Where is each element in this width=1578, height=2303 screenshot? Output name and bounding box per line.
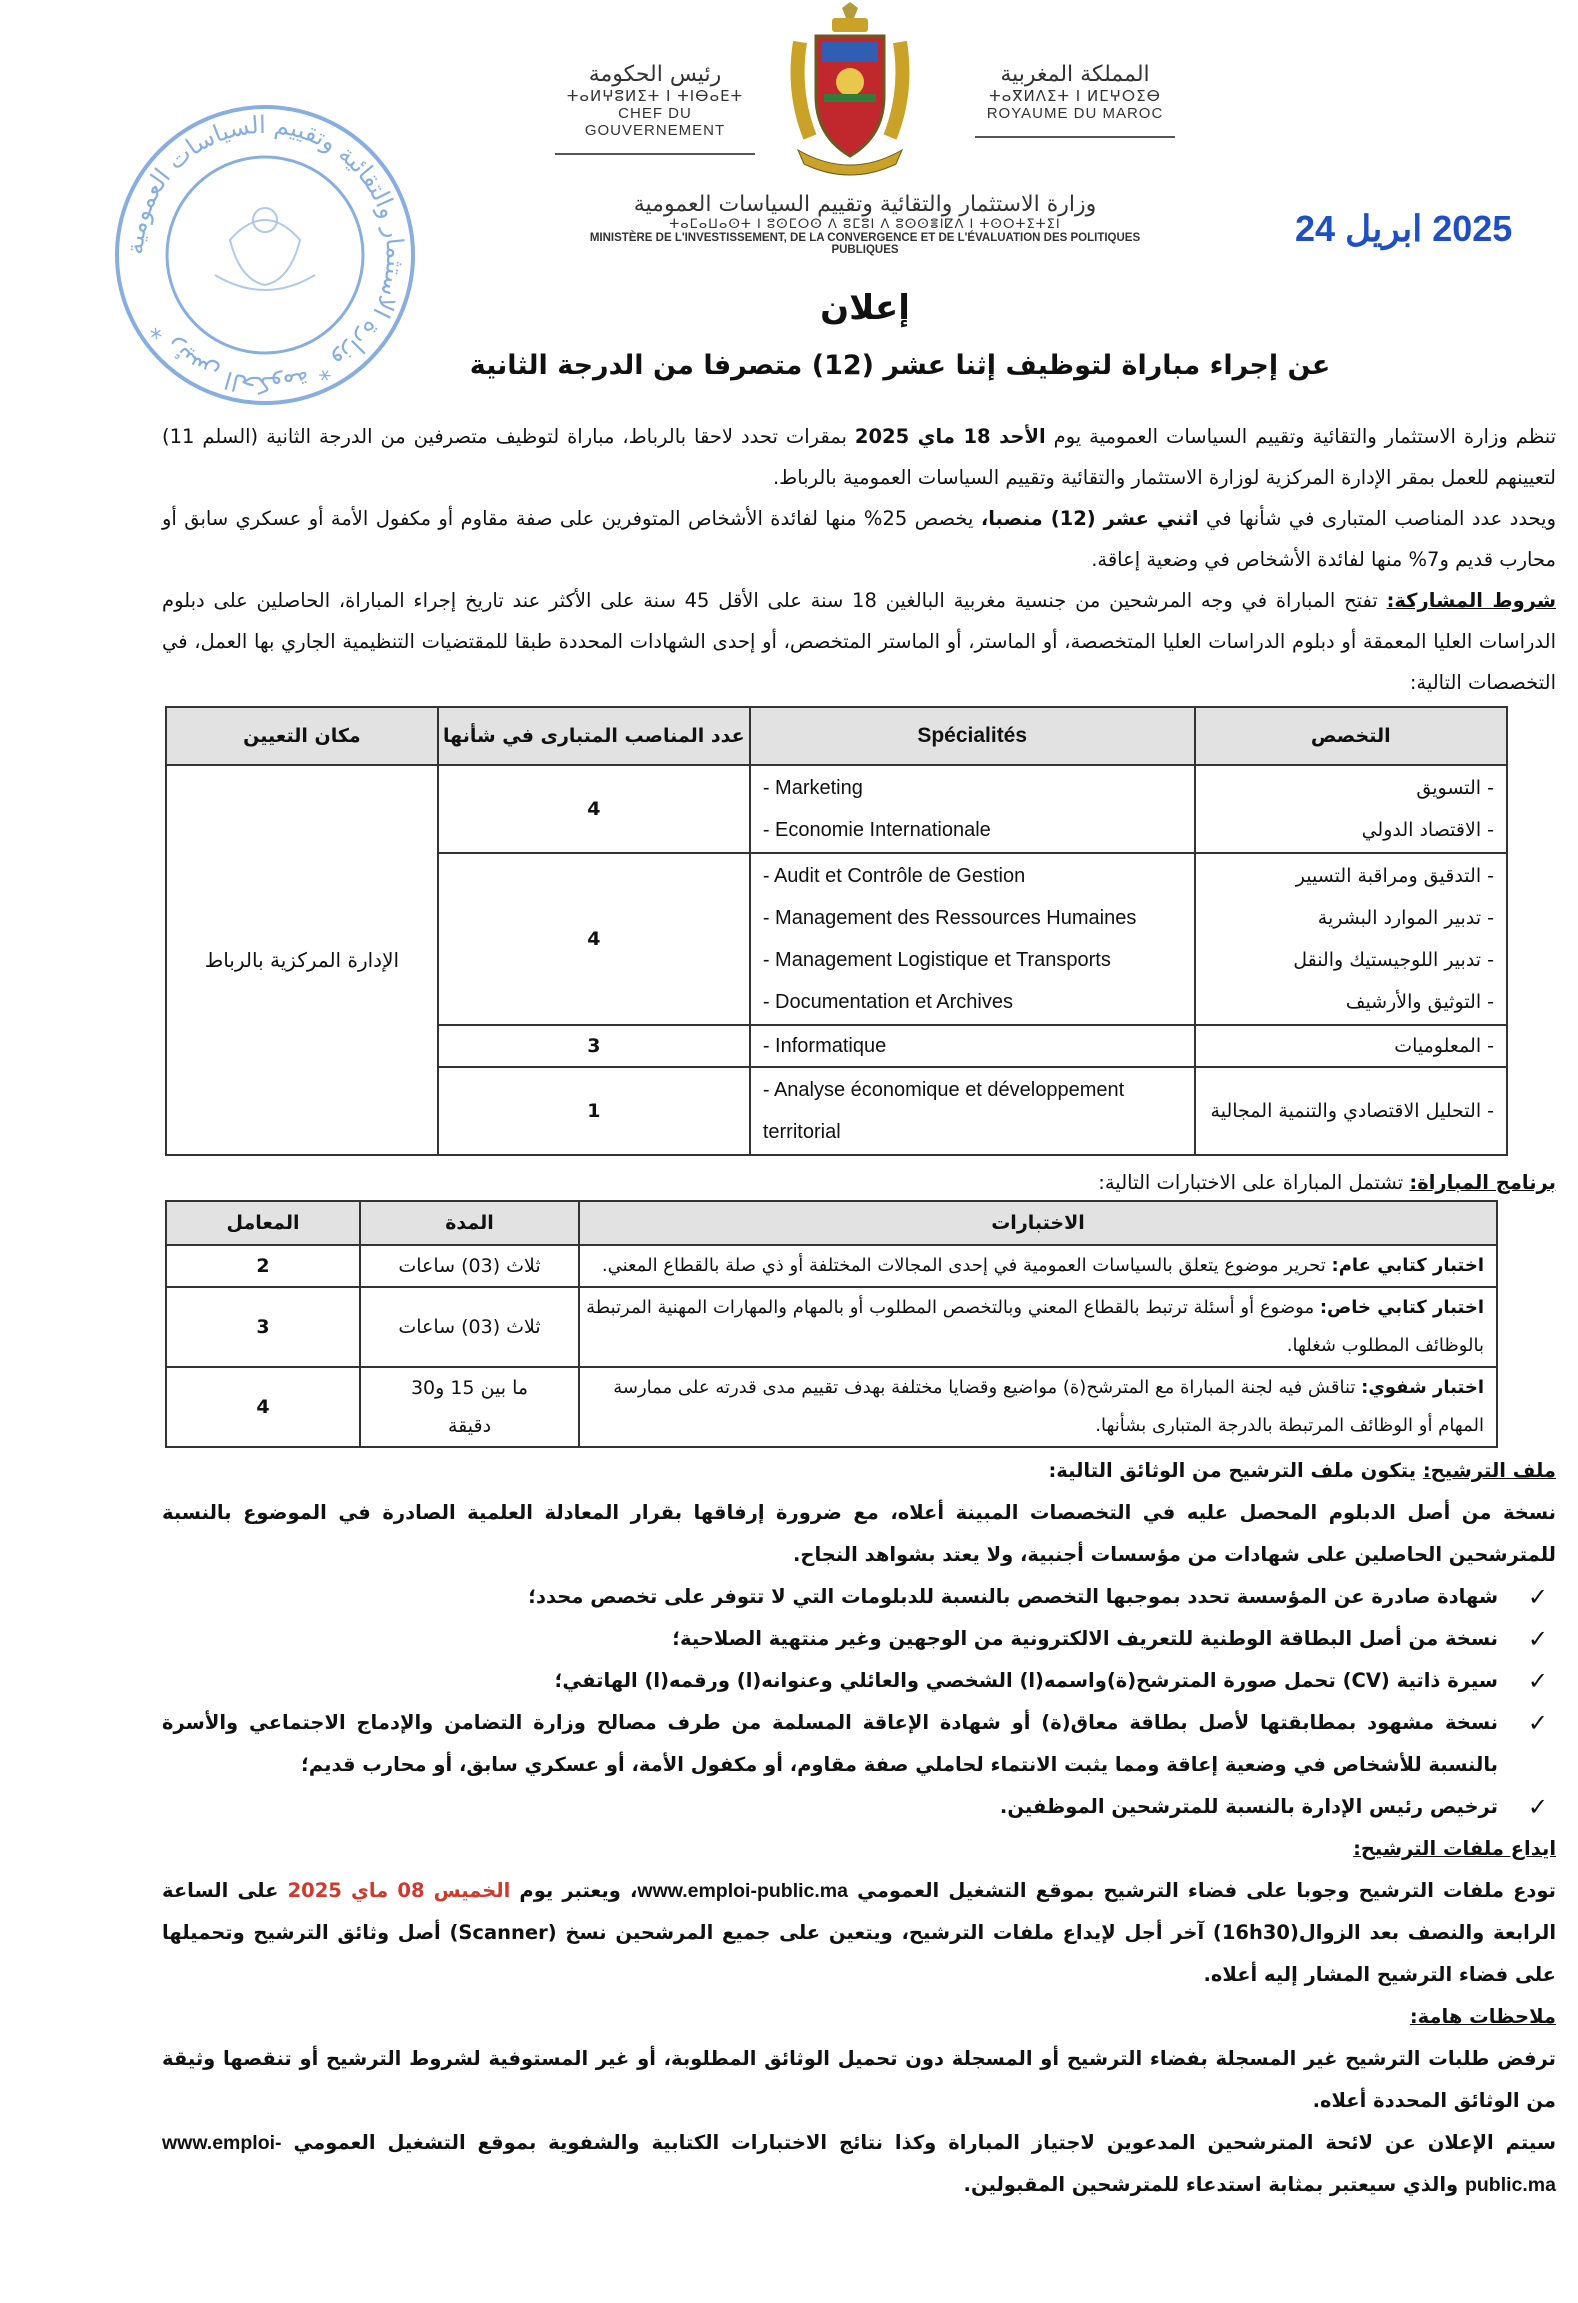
- list-item: ✓ نسخة مشهود بمطابقتها لأصل بطاقة معاق(ة) أو شهادة الإعاقة المسلمة من طرف مصالح وزارة التضامن والإدماج الاجتماعي والأسرة بالنسبة للأشخاص في وضعية إعاقة ومما يثبت الانتماء لحاملي صفة مقاوم، أو مكفول الأمة، أو عسكري سابق، أو محارب قديم؛: [162, 1702, 1556, 1786]
- royaume-fr: ROYAUME DU MAROC: [986, 105, 1164, 122]
- dossier-label: ملف الترشيح:: [1422, 1459, 1556, 1482]
- chef-gouvernement-tifinagh: ⵜⴰⵍⵖⵓⵍⵉⵜ ⵏ ⵜⵏⴱⴰⴹⵜ: [566, 87, 744, 105]
- table-row: اختبار كتابي عام: تحرير موضوع يتعلق بالسياسات العمومية في إحدى المجالات المختلفة أو ذي صلة بالقطاع المعني. ثلاث (03) ساعات 2: [166, 1245, 1497, 1287]
- check-icon: ✓: [1527, 1793, 1548, 1821]
- check-icon: ✓: [1527, 1667, 1548, 1695]
- page-title: إعلان: [820, 288, 910, 328]
- program-heading: برنامج المباراة: تشتمل المباراة على الاختبارات التالية:: [1098, 1171, 1556, 1194]
- list-item: ✓ نسخة من أصل البطاقة الوطنية للتعريف الالكترونية من الوجهين وغير منتهية الصلاحية؛: [162, 1618, 1556, 1660]
- intro-section: [162, 416, 1556, 703]
- exams-table: [165, 1200, 1498, 1448]
- divider: [555, 153, 755, 155]
- table-row: - التدقيق ومراقبة التسيير - تدبير الموارد البشرية - تدبير اللوجيستيك والنقل - التوثيق والأرشيف - Audit et Contrôle de Gestion - Management des Ressources Humaines - Management Logistique et Transports - Documentation et Archives 4: [166, 853, 1507, 1025]
- header-chef-gouvernement: [555, 62, 755, 155]
- ministry-fr: MINISTÈRE DE L'INVESTISSEMENT, DE LA CONVERGENCE ET DE L'ÉVALUATION DES POLITIQUES PUBLIQUES: [589, 232, 1141, 256]
- intro-paragraph-1: تنظم وزارة الاستثمار والتقائية وتقييم السياسات العمومية يوم الأحد 18 ماي 2025 بمقرات تحدد لاحقا بالرباط، مباراة لتوظيف متصرفين من الدرجة الثانية (السلم 11) لتعيينهم للعمل بمقر الإدارة المركزية لوزارة الاستثمار والتقائية وتقييم السياسات العمومية بالرباط.: [162, 425, 1557, 489]
- divider: [975, 136, 1175, 138]
- program-label: برنامج المباراة:: [1409, 1171, 1556, 1194]
- notes-label: ملاحظات هامة:: [1409, 2005, 1556, 2028]
- check-icon: ✓: [1527, 1625, 1548, 1653]
- chef-gouvernement-fr: CHEF DU GOUVERNEMENT: [584, 105, 726, 139]
- notes-paragraph-1: ترفض طلبات الترشيح غير المسجلة بفضاء الترشيح أو المسجلة دون تحميل الوثائق المطلوبة، أو غير المستوفية لشروط الترشيح أو تنقصها وثيقة من الوثائق المحددة أعلاه.: [162, 2047, 1556, 2112]
- emploi-public-link[interactable]: www.emploi-public.ma: [162, 2132, 1556, 2196]
- conditions-label: شروط المشاركة:: [1386, 589, 1556, 612]
- table-header-row: التخصص Spécialités عدد المناصب المتبارى في شأنها مكان التعيين: [166, 707, 1507, 765]
- list-item: ✓ ترخيص رئيس الإدارة بالنسبة للمترشحين الموظفين.: [162, 1786, 1556, 1828]
- emploi-public-link[interactable]: www.emploi-public.ma: [637, 1880, 848, 1902]
- dossier-first-document: نسخة من أصل الدبلوم المحصل عليه في التخصصات المبينة أعلاه، مع ضرورة إرفاقها بقرار المعادلة العلمية الصادرة في الموضوع بالنسبة للمترشحين الحاصلين على شهادات من مؤسسات أجنبية، ولا يعتد بشواهد النجاح.: [162, 1501, 1556, 1566]
- royal-emblem: [780, 2, 920, 177]
- check-icon: ✓: [1527, 1709, 1548, 1737]
- specialties-table: [165, 706, 1508, 1156]
- deposit-paragraph: تودع ملفات الترشيح وجوبا على فضاء الترشيح بموقع التشغيل العمومي www.emploi-public.ma، ويعتبر يوم الخميس 08 ماي 2025 على الساعة الرابعة والنصف بعد الزوال(16h30) آخر أجل لإيداع ملفات الترشيح، ويتعين على جميع المرشحين نسخ (Scanner) أصل وثائق الترشيح وتحميلها على فضاء الترشيح المشار إليه أعلاه.: [162, 1879, 1556, 1986]
- intro-paragraph-2: ويحدد عدد المناصب المتبارى في شأنها في اثني عشر (12) منصبا، يخصص 25% منها لفائدة الأشخاص المتوفرين على صفة مقاوم أو مكفول الأمة أو عسكري سابق أو محارب قديم و7% منها لفائدة الأشخاص في وضعية إعاقة.: [162, 507, 1556, 571]
- header-royaume: [975, 62, 1175, 138]
- list-item: ✓ شهادة صادرة عن المؤسسة تحدد بموجبها التخصص بالنسبة للدبلومات التي لا تتوفر على تخصص محدد؛: [162, 1576, 1556, 1618]
- ministry-ar: وزارة الاستثمار والتقائية وتقييم السياسات العمومية: [633, 192, 1097, 217]
- list-item: ✓ سيرة ذاتية (CV) تحمل صورة المترشح(ة)واسمه(ا) الشخصي والعائلي وعنوانه(ا) ورقمه(ا) الهاتفي؛: [162, 1660, 1556, 1702]
- table-row: - التحليل الاقتصادي والتنمية المجالية - Analyse économique et développement territorial 1: [166, 1067, 1507, 1155]
- ministry-tifinagh: ⵜⴰⵎⴰⵡⴰⵙⵜ ⵏ ⵓⵙⵎⵔⵙ ⴷ ⵓⵎⵓⵏ ⴷ ⵓⵙⵙⴻⵏⵇⴷ ⵏ ⵜⵙⵔⵜⵉⵜⵉⵏ: [669, 217, 1061, 232]
- svg-text:رئيس الحكومة * وزارة الاستثمار: رئيس الحكومة * وزارة الاستثمار والتقائية وتقييم السياسات العمومية *: [120, 110, 410, 400]
- page-subtitle: عن إجراء مباراة لتوظيف إثنا عشر (12) متصرفا من الدرجة الثانية: [469, 350, 1331, 381]
- assignment-location: الإدارة المركزية بالرباط: [166, 765, 438, 1155]
- notes-paragraph-2: سيتم الإعلان عن لائحة المترشحين المدعوين لاجتياز المباراة وكذا نتائج الاختبارات الكتابية والشفوية بموقع التشغيل العمومي www.emploi-public.ma والذي سيعتبر بمثابة استدعاء للمترشحين المقبولين.: [162, 2131, 1556, 2196]
- table-header-row: الاختبارات المدة المعامل: [166, 1201, 1497, 1245]
- table-row: - المعلوميات - Informatique 3: [166, 1025, 1507, 1067]
- table-row: اختبار شفوي: تناقش فيه لجنة المباراة مع المترشح(ة) مواضيع وقضايا مختلفة بهدف تقييم مدى قدرته على ممارسة المهام أو الوظائف المرتبطة بالدرجة المتبارى بشأنها. ما بين 15 و30 دقيقة 4: [166, 1367, 1497, 1447]
- chef-gouvernement-ar: رئيس الحكومة: [588, 62, 722, 87]
- date-stamp: 2025 ابريل 24: [1295, 208, 1513, 249]
- deposit-label: ايداع ملفات الترشيح:: [1353, 1837, 1556, 1860]
- check-icon: ✓: [1527, 1583, 1548, 1611]
- royaume-ar: المملكة المغربية: [1000, 62, 1150, 87]
- table-row: اختبار كتابي خاص: موضوع أو أسئلة ترتبط بالقطاع المعني وبالتخصص المطلوب أو بالمهام والمهارات المهنية المرتبطة بالوظائف المطلوب شغلها. ثلاث (03) ساعات 3: [166, 1287, 1497, 1367]
- table-row: - التسويق - الاقتصاد الدولي - Marketing - Economie Internationale 4 الإدارة المركزية بالرباط: [166, 765, 1507, 853]
- dossier-section: ملف الترشيح: يتكون ملف الترشيح من الوثائق التالية: نسخة من أصل الدبلوم المحصل عليه في التخصصات المبينة أعلاه، مع ضرورة إرفاقها بقرار المعادلة العلمية الصادرة في الموضوع بالنسبة للمترشحين الحاصلين على شهادات من مؤسسات أجنبية، ولا يعتد بشواهد النجاح. ✓ شهادة صادرة عن المؤسسة تحدد بموجبها التخصص بالنسبة للدبلومات التي لا تتوفر على تخصص محدد؛ ✓ نسخة من أصل البطاقة الوطنية للتعريف الالكترونية من الوجهين وغير منتهية الصلاحية؛ ✓ سيرة ذاتية (CV) تحمل صورة المترشح(ة)واسمه(ا) الشخصي والعائلي وعنوانه(ا) ورقمه(ا) الهاتفي؛ ✓ نسخة مشهود بمطابقتها لأصل بطاقة معاق(ة) أو شهادة الإعاقة المسلمة من طرف مصالح وزارة التضامن والإدماج الاجتماعي والأسرة بالنسبة للأشخاص في وضعية إعاقة ومما يثبت الانتماء لحاملي صفة مقاوم، أو مكفول الأمة، أو عسكري سابق، أو محارب قديم؛ ✓ ترخيص رئيس الإدارة بالنسبة للمترشحين الموظفين. ايداع ملفات الترشيح: تودع ملفات الترشيح وجوبا على فضاء الترشيح بموقع التشغيل العمومي www.emploi-public.ma، ويعتبر يوم الخميس 08 ماي 2025 على الساعة الرابعة والنصف بعد الزوال(16h30) آخر أجل لإيداع ملفات الترشيح، ويتعين على جميع المرشحين نسخ (Scanner) أصل وثائق الترشيح وتحميلها على فضاء الترشيح المشار إليه أعلاه. ملاحظات هامة: ترفض طلبات الترشيح غير المسجلة بفضاء الترشيح أو المسجلة دون تحميل الوثائق المطلوبة، أو غير المستوفية لشروط الترشيح أو تنقصها وثيقة من الوثائق المحددة أعلاه. سيتم الإعلان عن لائحة المترشحين المدعوين لاجتياز المباراة وكذا نتائج الاختبارات الكتابية والشفوية بموقع التشغيل العمومي www.emploi-public.ma والذي سيعتبر بمثابة استدعاء للمترشحين المقبولين.: [162, 1450, 1556, 2206]
- deadline-date: الخميس 08 ماي 2025: [287, 1879, 511, 1902]
- documents-checklist: [162, 1576, 1556, 1828]
- conditions-paragraph: شروط المشاركة: تفتح المباراة في وجه المرشحين من جنسية مغربية البالغين 18 سنة على الأقل 45 سنة على الأكثر عند تاريخ إجراء المباراة، الحاصلين على دبلوم الدراسات العليا المعمقة أو دبلوم الدراسات العليا المتخصصة، أو الماستر، أو الماستر المتخصص، أو إحدى الشهادات المحددة طبقا للمقتضيات التنظيمية الجاري بها العمل، في التخصصات التالية:: [162, 589, 1556, 694]
- royaume-tifinagh: ⵜⴰⴳⵍⴷⵉⵜ ⵏ ⵍⵎⵖⵔⵉⴱ: [989, 87, 1161, 105]
- ministry-header: [555, 192, 1175, 256]
